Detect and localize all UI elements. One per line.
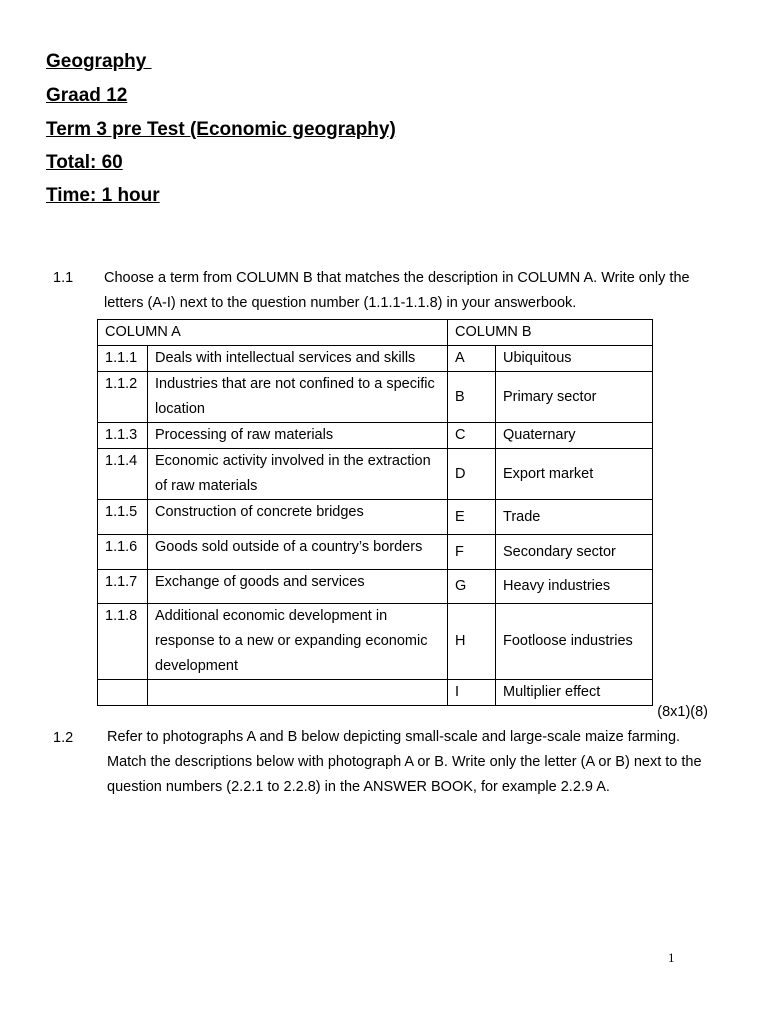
- matching-table: [97, 319, 653, 706]
- table-row: [98, 535, 653, 570]
- row-number: 1.1.8: [98, 604, 148, 680]
- row-term: Export market: [496, 449, 653, 500]
- row-number: 1.1.2: [98, 372, 148, 423]
- table-row: [98, 570, 653, 604]
- table-row: [98, 346, 653, 372]
- subject-heading: Geography: [46, 51, 152, 72]
- row-term: Multiplier effect: [496, 680, 653, 706]
- row-number: 1.1.5: [98, 500, 148, 535]
- row-description: Industries that are not confined to a specific location: [148, 372, 448, 423]
- row-letter: E: [448, 500, 496, 535]
- row-description: Goods sold outside of a country’s borders: [148, 535, 448, 570]
- row-number: 1.1.3: [98, 423, 148, 449]
- row-term: Ubiquitous: [496, 346, 653, 372]
- row-description: Processing of raw materials: [148, 423, 448, 449]
- question-1-1-marks: (8x1)(8): [657, 704, 708, 720]
- table-row: [98, 449, 653, 500]
- row-letter: C: [448, 423, 496, 449]
- row-description: Economic activity involved in the extraction of raw materials: [148, 449, 448, 500]
- table-row: [98, 500, 653, 535]
- row-number: 1.1.7: [98, 570, 148, 604]
- row-letter: I: [448, 680, 496, 706]
- table-row: [98, 604, 653, 680]
- row-letter: D: [448, 449, 496, 500]
- question-1-2-number: 1.2: [53, 730, 74, 746]
- page-number: 1: [668, 950, 675, 965]
- row-number: 1.1.6: [98, 535, 148, 570]
- question-1-1-number: 1.1: [53, 270, 74, 286]
- row-description: Construction of concrete bridges: [148, 500, 448, 535]
- column-b-header: COLUMN B: [448, 320, 653, 346]
- grade-heading: Graad 12: [46, 85, 128, 106]
- test-title: Term 3 pre Test (Economic geography): [46, 119, 396, 140]
- total-marks: Total: 60: [46, 152, 123, 173]
- row-number: [98, 680, 148, 706]
- row-term: Footloose industries: [496, 604, 653, 680]
- question-1-1-text: Choose a term from COLUMN B that matches the description in COLUMN A. Write only the letters (A-I) next to the question number (1.1.1-1.1.8) in your answerbook.: [104, 270, 690, 311]
- row-term: Quaternary: [496, 423, 653, 449]
- row-number: 1.1.4: [98, 449, 148, 500]
- time-allowed: Time: 1 hour: [46, 185, 160, 206]
- table-header-row: [98, 320, 653, 346]
- row-description: Exchange of goods and services: [148, 570, 448, 604]
- question-1-2-text: Refer to photographs A and B below depicting small-scale and large-scale maize farming. Match the descriptions below with photograph A or B. Write only the letter (A or B) next to the question numbers (2.2.1 to 2.2.8) in the ANSWER BOOK, for example 2.2.9 A.: [107, 729, 702, 795]
- row-term: Trade: [496, 500, 653, 535]
- row-description: [148, 680, 448, 706]
- table-row: [98, 680, 653, 706]
- row-letter: F: [448, 535, 496, 570]
- row-term: Heavy industries: [496, 570, 653, 604]
- table-row: [98, 372, 653, 423]
- row-description: Additional economic development in response to a new or expanding economic development: [148, 604, 448, 680]
- row-term: Primary sector: [496, 372, 653, 423]
- row-letter: H: [448, 604, 496, 680]
- row-description: Deals with intellectual services and skills: [148, 346, 448, 372]
- row-letter: A: [448, 346, 496, 372]
- column-a-header: COLUMN A: [98, 320, 448, 346]
- row-letter: B: [448, 372, 496, 423]
- table-row: [98, 423, 653, 449]
- row-term: Secondary sector: [496, 535, 653, 570]
- row-number: 1.1.1: [98, 346, 148, 372]
- row-letter: G: [448, 570, 496, 604]
